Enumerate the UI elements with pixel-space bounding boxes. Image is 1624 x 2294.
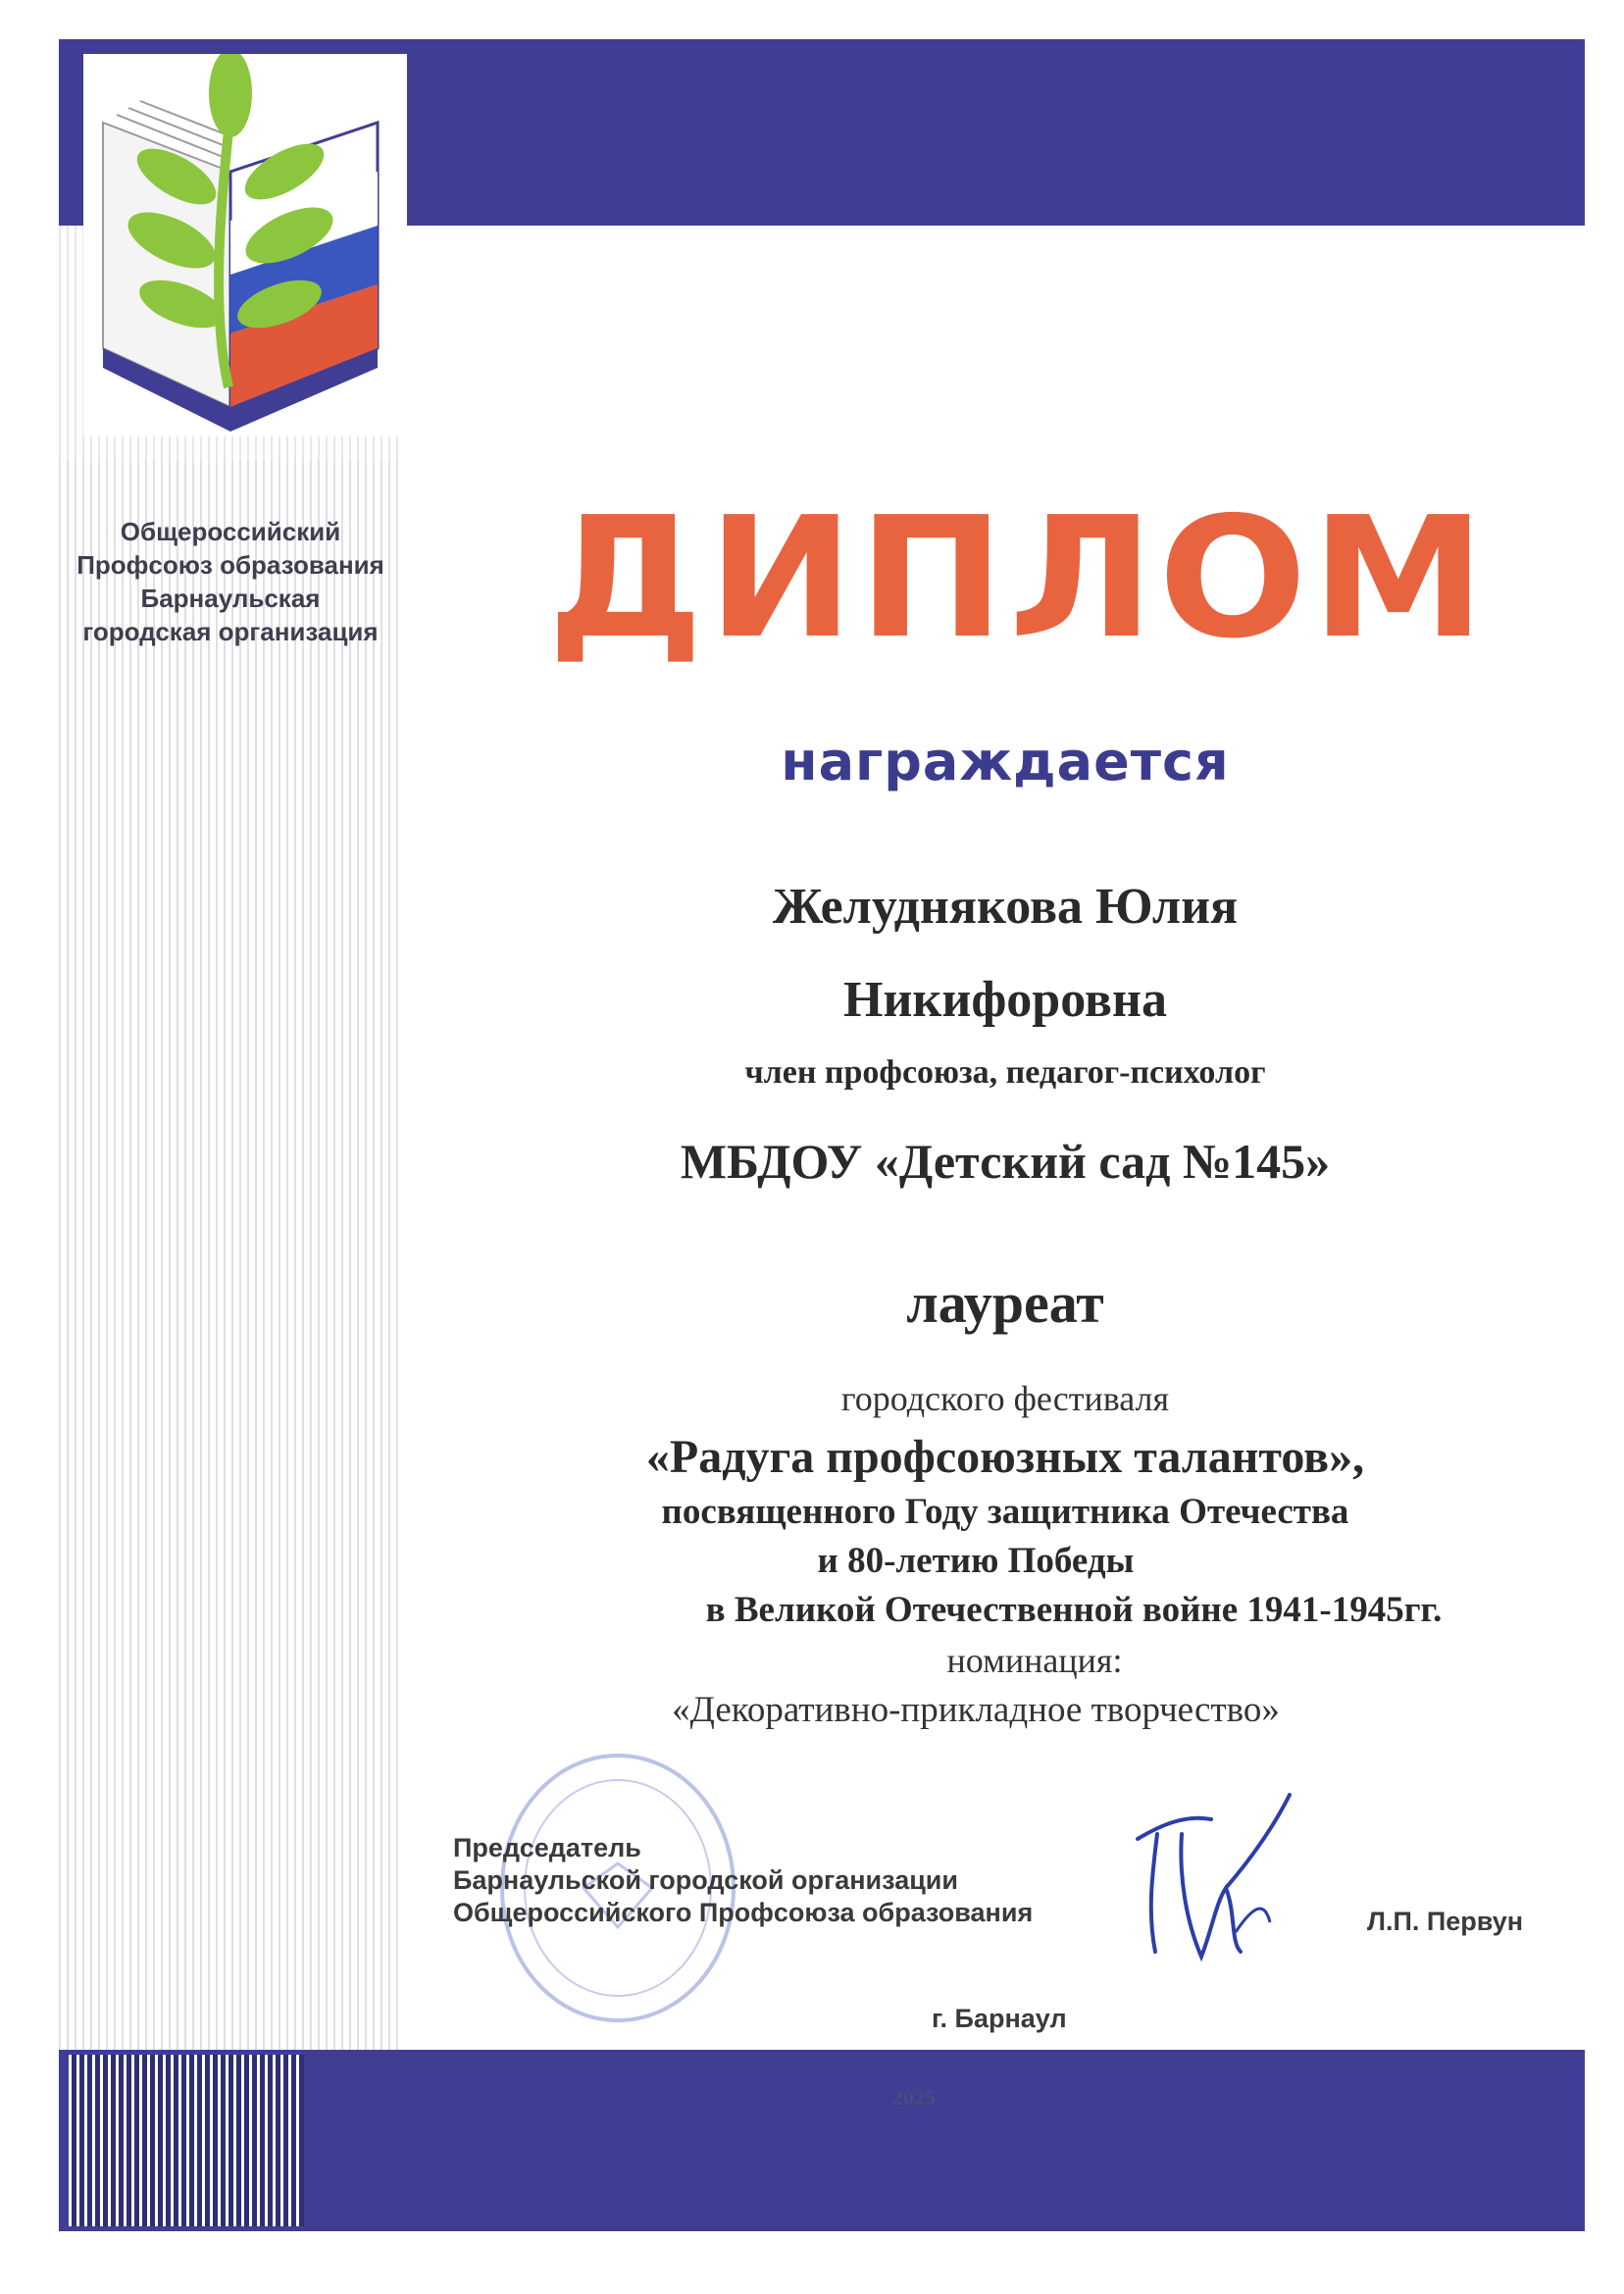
recipient-name-line-1: Желуднякова Юлия xyxy=(772,879,1239,935)
diploma-title: ДИПЛОМ xyxy=(547,482,1490,676)
org-line: городская организация xyxy=(82,617,379,646)
chair-line: Общероссийского Профсоюза образования xyxy=(453,1898,1034,1927)
awarded-label: награждается xyxy=(781,731,1230,792)
dedication-line-1: посвященного Году защитника Отечества xyxy=(661,1492,1349,1532)
chair-line: Председатель xyxy=(453,1833,641,1862)
festival-intro: городского фестиваля xyxy=(840,1379,1170,1418)
signature-icon xyxy=(1118,1785,1294,1971)
year-label: 2025 xyxy=(892,2085,936,2110)
nomination-value: «Декоративно-прикладное творчество» xyxy=(672,1690,1280,1730)
org-line: Профсоюз образования xyxy=(76,550,384,580)
organization-name xyxy=(59,515,402,648)
org-line: Барнаульская xyxy=(140,584,321,613)
city-label: г. Барнаул xyxy=(932,2004,1067,2033)
festival-name: «Радуга профсоюзных талантов», xyxy=(645,1431,1365,1483)
dedication-line-3: в Великой Отечественной войне 1941-1945гг. xyxy=(705,1590,1443,1630)
recipient-position: член профсоюза, педагог-психолог xyxy=(744,1054,1266,1091)
signer-name: Л.П. Первун xyxy=(1367,1907,1524,1936)
org-line: Общероссийский xyxy=(120,517,341,546)
recipient-institution: МБДОУ «Детский сад №145» xyxy=(680,1134,1331,1189)
union-logo-icon xyxy=(83,54,407,436)
recipient-name-line-2: Никифоровна xyxy=(843,972,1167,1028)
laureate-label: лауреат xyxy=(906,1271,1104,1335)
side-stripes xyxy=(59,461,402,2050)
bottom-stripes xyxy=(69,2055,304,2226)
chairman-title xyxy=(453,1832,1033,1929)
dedication-line-2: и 80-летию Победы xyxy=(817,1541,1135,1581)
chair-line: Барнаульской городской организации xyxy=(453,1865,959,1895)
nomination-label: номинация: xyxy=(946,1641,1123,1680)
